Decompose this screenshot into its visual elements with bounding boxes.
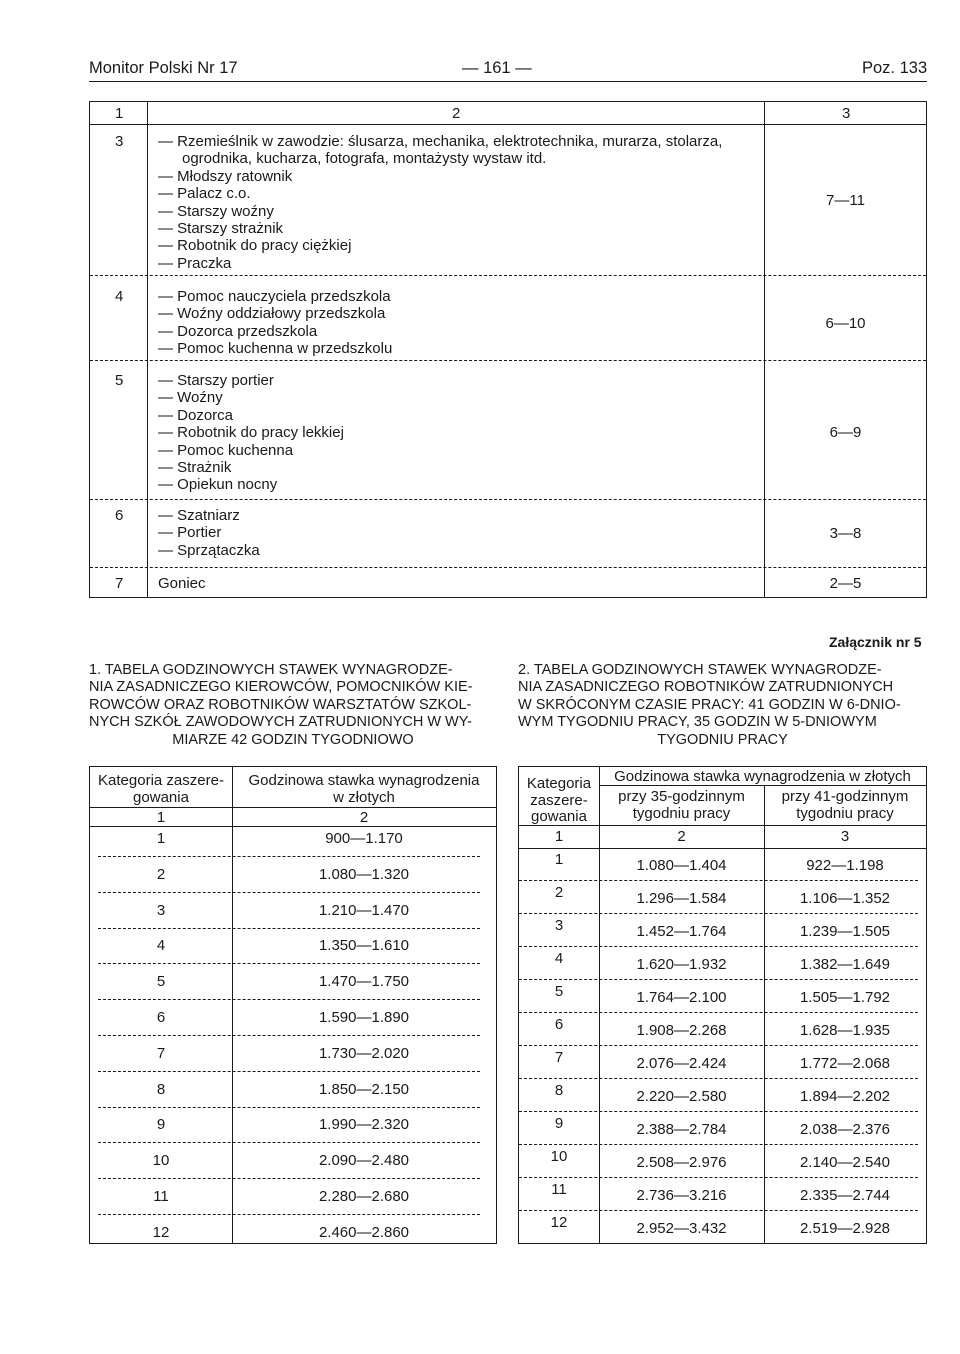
job-list <box>158 372 344 494</box>
job-item: — Starszy woźny <box>158 202 274 220</box>
table-row-category: 10 <box>550 1148 568 1165</box>
title-line: WYM TYGODNIU PRACY, 35 GODZIN W 5-DNIOWYM <box>518 714 877 731</box>
table-row-category: 12 <box>152 1223 170 1241</box>
rate-range: 6—10 <box>825 315 866 332</box>
rate-range: 3—8 <box>829 525 862 542</box>
header-line: Kategoria zaszere- <box>98 772 224 789</box>
row-divider <box>519 1144 918 1145</box>
table-row-category: 11 <box>551 1181 567 1198</box>
row-divider <box>98 1107 480 1108</box>
job-item: — Robotnik do pracy lekkiej <box>158 424 344 442</box>
table-row-rate: 2.280—2.680 <box>318 1188 410 1205</box>
title-line: NIA ZASADNICZEGO ROBOTNIKÓW ZATRUDNIONYCH <box>518 679 894 696</box>
table-row-category: 6 <box>554 1016 564 1033</box>
row-divider <box>519 1078 918 1079</box>
header-divider <box>90 807 496 808</box>
column-divider <box>147 102 148 597</box>
table-row-rate-35h: 2.508—2.976 <box>636 1154 727 1171</box>
table-row-rate-35h: 1.620—1.932 <box>636 956 727 973</box>
category-header <box>90 772 232 806</box>
table-row-rate-35h: 1.908—2.268 <box>636 1022 727 1039</box>
job-item: — Strażnik <box>158 459 232 477</box>
page-number: — 161 — <box>462 59 532 77</box>
row-divider <box>98 999 480 1000</box>
table-row-rate-41h: 1.894—2.202 <box>799 1088 891 1105</box>
column-number-1: 1 <box>156 809 166 826</box>
job-item: — Opiekun nocny <box>158 476 278 494</box>
job-item: — Rzemieślnik w zawodzie: ślusarza, mechanika, elektrotechnika, murarza, stolarza, <box>158 133 723 150</box>
table-row-rate: 1.080—1.320 <box>318 865 410 883</box>
category-number: 3 <box>115 133 124 150</box>
table-row-category: 1 <box>156 830 166 847</box>
job-item: — Pomoc kuchenna <box>158 441 294 459</box>
header-line: gowania <box>531 808 587 825</box>
job-list <box>158 575 206 592</box>
table-row-category: 3 <box>554 917 564 934</box>
table-row-rate-35h: 2.736—3.216 <box>636 1187 727 1204</box>
table-row-rate: 1.730—2.020 <box>318 1044 410 1062</box>
table-row-rate-41h: 1.772—2.068 <box>799 1055 891 1072</box>
table-row-rate: 1.470—1.750 <box>318 973 410 991</box>
table-row-category: 9 <box>156 1116 166 1134</box>
table-row-rate-35h: 1.080—1.404 <box>636 857 727 874</box>
rate-header: Godzinowa stawka wynagrodzenia w złotych <box>614 768 911 785</box>
table-row-category: 4 <box>156 937 166 955</box>
row-divider <box>90 499 926 500</box>
table-row-rate-35h: 1.764—2.100 <box>636 989 727 1006</box>
header-line: zaszere- <box>530 791 588 809</box>
header-divider <box>599 785 926 786</box>
header-line: przy 41-godzinnym <box>781 788 909 805</box>
header-divider <box>519 848 926 849</box>
header-line: Godzinowa stawka wynagrodzenia <box>248 772 480 789</box>
row-divider <box>519 1045 918 1046</box>
table-row-rate-41h: 1.239—1.505 <box>799 923 891 940</box>
left-table-title <box>89 662 497 749</box>
category-number: 4 <box>115 288 124 305</box>
job-item: — Dozorca <box>158 406 234 424</box>
job-list <box>158 288 392 358</box>
table-row-rate: 1.590—1.890 <box>318 1009 410 1026</box>
job-item: Goniec <box>158 575 206 592</box>
column-header-3: 3 <box>842 105 851 122</box>
job-item: — Woźny oddziałowy przedszkola <box>158 305 386 323</box>
row-divider <box>519 1012 918 1013</box>
row-divider <box>98 1035 480 1036</box>
row-divider <box>519 1177 918 1178</box>
row-divider <box>519 946 918 947</box>
header-line: w złotych <box>333 789 395 806</box>
rate-range: 7—11 <box>826 192 865 209</box>
rate-range: 6—9 <box>829 424 862 441</box>
column-header-1: 1 <box>115 105 124 122</box>
table-row-rate: 900—1.170 <box>325 830 403 847</box>
row-divider <box>519 880 918 881</box>
table-row-rate-41h: 1.382—1.649 <box>799 956 891 973</box>
job-item: — Dozorca przedszkola <box>158 322 318 340</box>
table-row-category: 12 <box>550 1214 568 1231</box>
table-row-category: 3 <box>156 901 166 919</box>
subheader-35h <box>599 789 764 822</box>
job-item: — Praczka <box>158 254 232 272</box>
subheader-41h <box>764 789 926 822</box>
job-item: — Sprzątaczka <box>158 541 260 559</box>
column-number-2: 2 <box>359 809 369 826</box>
header-divider <box>90 826 496 827</box>
table-row-rate-41h: 1.505—1.792 <box>799 989 891 1006</box>
title-line: TYGODNIU PRACY <box>657 731 788 748</box>
rate-range: 2—5 <box>829 575 862 592</box>
table-row-category: 5 <box>156 973 166 991</box>
row-divider <box>98 1142 480 1143</box>
right-table-title <box>518 662 927 749</box>
row-divider <box>90 567 926 568</box>
table-row-category: 6 <box>156 1009 166 1026</box>
row-divider <box>519 913 918 914</box>
header-divider <box>519 825 926 826</box>
job-item: — Palacz c.o. <box>158 185 251 203</box>
table-row-category: 7 <box>554 1049 564 1066</box>
column-divider <box>764 785 765 1243</box>
job-item: — Pomoc nauczyciela przedszkola <box>158 288 391 305</box>
title-line: MIARZE 42 GODZIN TYGODNIOWO <box>172 731 414 748</box>
table-row-category: 4 <box>554 950 564 967</box>
header-line: Kategoria <box>526 775 592 792</box>
attachment-label: Załącznik nr 5 <box>829 634 922 650</box>
table-row-category: 10 <box>152 1152 170 1170</box>
row-divider <box>519 979 918 980</box>
column-header-2: 2 <box>452 105 461 122</box>
title-line: NYCH SZKÓŁ ZAWODOWYCH ZATRUDNIONYCH W WY- <box>89 714 472 731</box>
table-row-rate: 1.850—2.150 <box>318 1080 410 1098</box>
header-line: przy 35-godzinnym <box>618 788 745 805</box>
position-number: Poz. 133 <box>862 59 928 77</box>
table-row-rate: 2.460—2.860 <box>318 1223 410 1241</box>
table-row-rate-35h: 2.388—2.784 <box>636 1121 727 1138</box>
row-divider <box>98 963 480 964</box>
table-row-rate-35h: 2.220—2.580 <box>636 1088 727 1105</box>
row-divider <box>98 856 480 857</box>
table-row-rate-35h: 1.452—1.764 <box>636 923 727 940</box>
table-row-category: 8 <box>156 1080 166 1098</box>
job-list <box>158 507 260 559</box>
job-item: — Portier <box>158 524 222 542</box>
job-item: — Pomoc kuchenna w przedszkolu <box>158 340 393 358</box>
table-row-rate-41h: 2.140—2.540 <box>799 1154 891 1171</box>
job-item: ogrodnika, kucharza, fotografa, montażysty wystaw itd. <box>182 150 547 168</box>
header-rule <box>89 81 927 82</box>
column-number-2: 2 <box>677 828 686 845</box>
job-list <box>158 133 722 272</box>
category-number: 6 <box>115 507 124 524</box>
column-number-1: 1 <box>554 828 564 845</box>
right-rate-table <box>518 766 927 1244</box>
job-item: — Szatniarz <box>158 507 240 524</box>
column-number-3: 3 <box>840 828 850 845</box>
category-header <box>519 776 599 826</box>
row-divider <box>90 275 926 276</box>
job-item: — Starszy portier <box>158 372 274 389</box>
table-row-rate-41h: 1.106—1.352 <box>799 890 891 907</box>
table-row-rate-35h: 1.296—1.584 <box>636 890 727 907</box>
table-row-category: 9 <box>554 1115 564 1132</box>
title-line: 1. TABELA GODZINOWYCH STAWEK WYNAGRODZE- <box>89 662 453 678</box>
left-rate-table <box>89 766 497 1244</box>
column-divider <box>764 102 765 597</box>
title-line: ROWCÓW ORAZ ROBOTNIKÓW WARSZTATÓW SZKOL- <box>89 696 472 713</box>
row-divider <box>90 360 926 361</box>
table-row-rate-35h: 2.952—3.432 <box>636 1220 727 1237</box>
table-row-rate: 1.350—1.610 <box>318 937 410 955</box>
table-row-rate: 1.990—2.320 <box>318 1116 410 1134</box>
table-row-rate: 2.090—2.480 <box>318 1152 410 1170</box>
row-divider <box>98 928 480 929</box>
category-table <box>89 101 927 598</box>
table-row-category: 8 <box>554 1082 564 1099</box>
table-row-rate-41h: 2.038—2.376 <box>799 1121 891 1138</box>
category-number: 5 <box>115 372 124 389</box>
row-divider <box>519 1111 918 1112</box>
publication-title: Monitor Polski Nr 17 <box>89 59 238 77</box>
job-item: — Woźny <box>158 389 223 407</box>
table-row-category: 2 <box>156 865 166 883</box>
row-divider <box>98 1071 480 1072</box>
header-divider <box>90 124 926 125</box>
table-row-category: 5 <box>554 983 564 1000</box>
table-row-rate-41h: 1.628—1.935 <box>799 1022 891 1039</box>
table-row-category: 2 <box>554 884 564 901</box>
job-item: — Robotnik do pracy ciężkiej <box>158 237 352 255</box>
row-divider <box>98 892 480 893</box>
table-row-category: 7 <box>156 1044 166 1062</box>
row-divider <box>98 1178 480 1179</box>
header-line: tygodniu pracy <box>796 804 894 822</box>
category-number: 7 <box>115 575 124 592</box>
job-item: — Młodszy ratownik <box>158 167 293 185</box>
header-line: tygodniu pracy <box>632 804 731 822</box>
job-item: — Starszy strażnik <box>158 220 284 238</box>
table-row-rate-41h: 2.335—2.744 <box>799 1187 891 1204</box>
title-line: 2. TABELA GODZINOWYCH STAWEK WYNAGRODZE- <box>518 662 882 678</box>
table-row-rate-41h: 922—1.198 <box>806 857 884 874</box>
table-row-rate-41h: 2.519—2.928 <box>799 1220 891 1237</box>
table-row-rate-35h: 2.076—2.424 <box>636 1055 727 1072</box>
header-line: gowania <box>133 789 189 806</box>
row-divider <box>519 1210 918 1211</box>
table-row-category: 11 <box>153 1188 169 1205</box>
row-divider <box>98 1214 480 1215</box>
table-row-category: 1 <box>554 851 564 868</box>
title-line: W SKRÓCONYM CZASIE PRACY: 41 GODZIN W 6-DNIO- <box>518 696 901 713</box>
rate-header <box>232 772 496 806</box>
title-line: NIA ZASADNICZEGO KIEROWCÓW, POMOCNIKÓW KIE- <box>89 679 473 696</box>
table-row-rate: 1.210—1.470 <box>318 901 410 919</box>
